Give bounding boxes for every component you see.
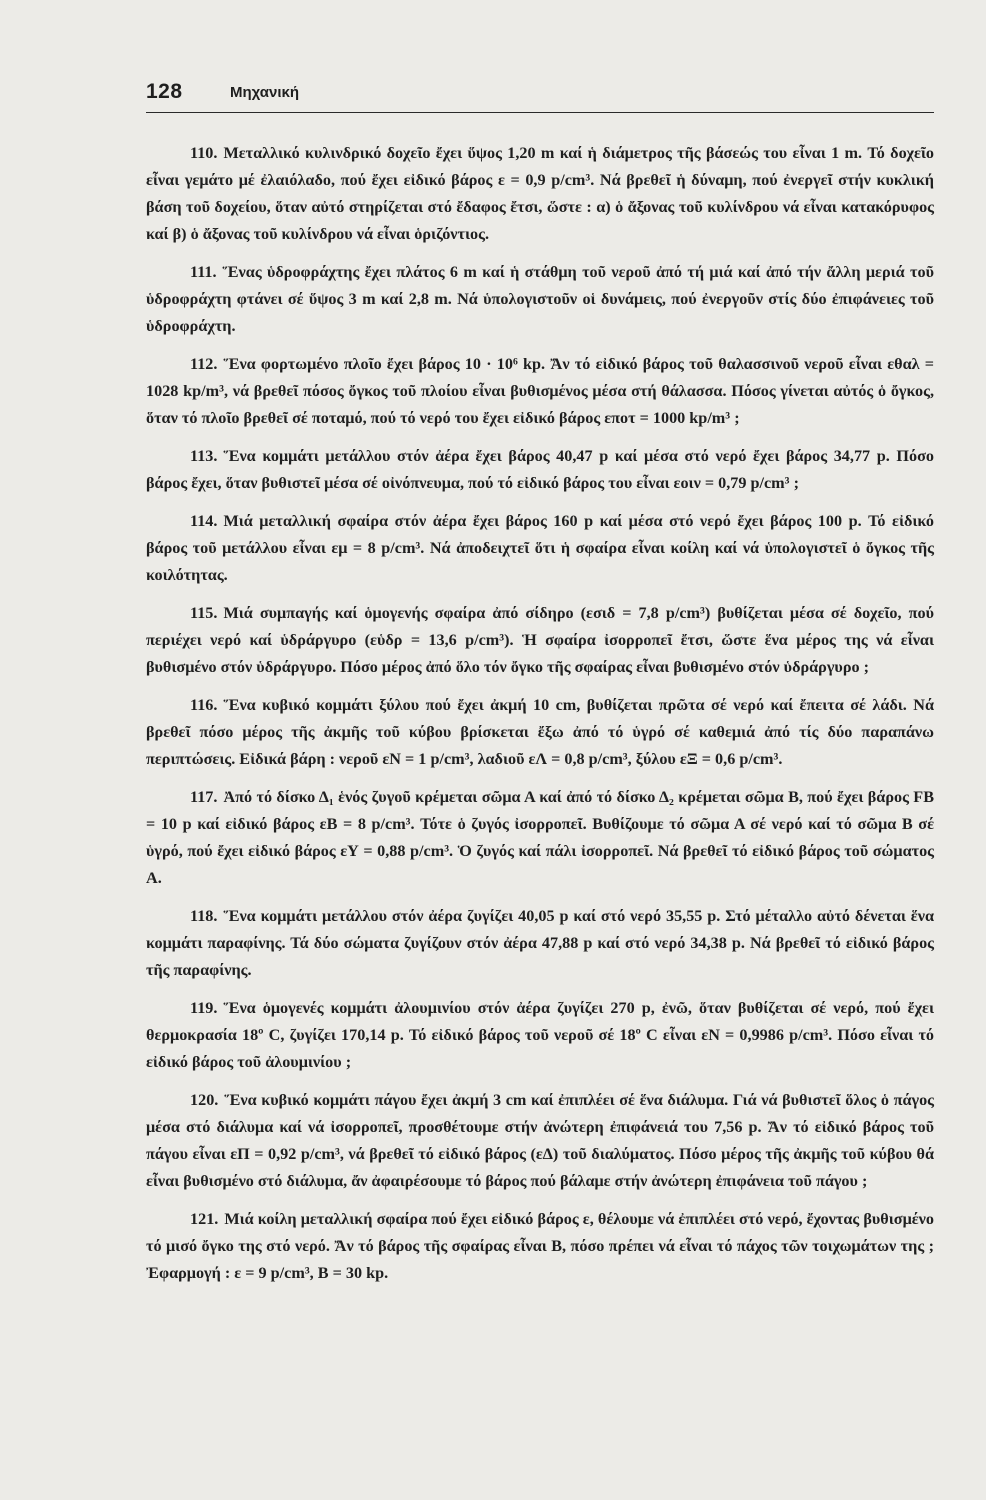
problem-number: 116. [190,696,218,714]
problem-list [146,140,934,1298]
section-title: Μηχανική [230,84,300,101]
problem-number: 120. [190,1091,219,1109]
problem-number: 110. [190,144,218,162]
problem-115 [146,600,934,681]
problem-116 [146,692,934,773]
problem-text: Ἕνα ὁμογενές κομμάτι ἀλουμινίου στόν ἀέρα ζυγίζει 270 p, ἐνῶ, ὅταν βυθίζεται σέ νερό, πού ἔχει θερμοκρασία 18º C, ζυγίζει 170,14 p. Τό εἰδικό βάρος τοῦ νεροῦ σέ 18º C εἶναι εΝ = 0,9986 p/cm³. Πόσο εἶναι τό εἰδικό βάρος τοῦ ἀλουμινίου ; [146,999,934,1071]
problem-120 [146,1087,934,1195]
problem-text: Μεταλλικό κυλινδρικό δοχεῖο ἔχει ὕψος 1,20 m καί ἡ διάμετρος τῆς βάσεώς του εἶναι 1 m. Τό δοχεῖο εἶναι γεμάτο μέ ἐλαιόλαδο, πού ἔχει εἰδικό βάρος ε = 0,9 p/cm³. Νά βρεθεῖ ἡ δύναμη, πού ἐνεργεῖ στήν κυκλική βάση τοῦ δοχείου, ὅταν αὐτό στηρίζεται στό ἔδαφος ἔτσι, ὥστε : α) ὁ ἄξονας τοῦ κυλίνδρου νά εἶναι κατακόρυφος καί β) ὁ ἄξονας τοῦ κυλίνδρου νά εἶναι ὁριζόντιος. [146,144,934,243]
problem-number: 119. [190,999,218,1017]
problem-text: Μιά συμπαγής καί ὁμογενής σφαίρα ἀπό σίδηρο (εσιδ = 7,8 p/cm³) βυθίζεται μέσα σέ δοχεῖο, πού περιέχει νερό καί ὑδράργυρο (εὑδρ = 13,6 p/cm³). Ἡ σφαίρα ἰσορροπεῖ ἔτσι, ὥστε ἕνα μέρος της νά εἶναι βυθισμένο στόν ὑδράργυρο. Πόσο μέρος ἀπό ὅλο τόν ὄγκο τῆς σφαίρας εἶναι βυθισμένο στόν ὑδράργυρο ; [146,604,934,676]
problem-number: 118. [190,907,218,925]
problem-number: 121. [190,1210,219,1228]
problem-number: 111. [190,263,217,281]
page-header [146,78,934,113]
problem-text: Μιά κοίλη μεταλλική σφαίρα πού ἔχει εἰδικό βάρος ε, θέλουμε νά ἐπιπλέει στό νερό, ἔχοντας βυθισμένο τό μισό ὄγκο της στό νερό. Ἄν τό βάρος τῆς σφαίρας εἶναι Β, πόσο πρέπει νά εἶναι τό πάχος τῶν τοιχωμάτων της ; Ἐφαρμογή : ε = 9 p/cm³, Β = 30 kp. [146,1210,934,1282]
page-number: 128 [146,80,183,103]
problem-number: 114. [190,512,218,530]
problem-118 [146,903,934,984]
problem-112 [146,351,934,432]
problem-113 [146,443,934,497]
problem-121 [146,1206,934,1287]
problem-number: 117. [190,788,218,806]
problem-text: Ἕνα κομμάτι μετάλλου στόν ἀέρα ζυγίζει 40,05 p καί στό νερό 35,55 p. Στό μέταλλο αὐτό δένεται ἕνα κομμάτι παραφίνης. Τά δύο σώματα ζυγίζουν στόν ἀέρα 47,88 p καί στό νερό 34,38 p. Νά βρεθεῖ τό εἰδικό βάρος τῆς παραφίνης. [146,907,934,979]
problem-110 [146,140,934,248]
problem-text: Μιά μεταλλική σφαίρα στόν ἀέρα ἔχει βάρος 160 p καί μέσα στό νερό ἔχει βάρος 100 p. Τό εἰδικό βάρος τοῦ μετάλλου εἶναι εμ = 8 p/cm³. Νά ἀποδειχτεῖ ὅτι ἡ σφαίρα εἶναι κοίλη καί νά ὑπολογιστεῖ ὁ ὄγκος τῆς κοιλότητας. [146,512,934,584]
problem-114 [146,508,934,589]
problem-text: Ἕνας ὑδροφράχτης ἔχει πλάτος 6 m καί ἡ στάθμη τοῦ νεροῦ ἀπό τή μιά καί ἀπό τήν ἄλλη μεριά τοῦ ὑδροφράχτη φτάνει σέ ὕψος 3 m καί 2,8 m. Νά ὑπολογιστοῦν οἱ δυνάμεις, πού ἐνεργοῦν στίς δύο ἐπιφάνειες τοῦ ὑδροφράχτη. [146,263,934,335]
problem-number: 113. [190,447,218,465]
problem-117 [146,784,934,892]
problem-number: 112. [190,355,218,373]
problem-119 [146,995,934,1076]
problem-text: Ἕνα φορτωμένο πλοῖο ἔχει βάρος 10 · 10⁶ kp. Ἄν τό εἰδικό βάρος τοῦ θαλασσινοῦ νεροῦ εἶναι εθαλ = 1028 kp/m³, νά βρεθεῖ πόσος ὄγκος τοῦ πλοίου εἶναι βυθισμένος μέσα στή θάλασσα. Πόσος γίνεται αὐτός ὁ ὄγκος, ὅταν τό πλοῖο βρεθεῖ σέ ποταμό, πού τό νερό του ἔχει εἰδικό βάρος εποτ = 1000 kp/m³ ; [146,355,934,427]
problem-text: Ἕνα κομμάτι μετάλλου στόν ἀέρα ἔχει βάρος 40,47 p καί μέσα στό νερό ἔχει βάρος 34,77 p. Πόσο βάρος ἔχει, ὅταν βυθιστεῖ μέσα σέ οἰνόπνευμα, πού τό εἰδικό βάρος του εἶναι εοιν = 0,79 p/cm³ ; [146,447,934,492]
problem-text: Ἕνα κυβικό κομμάτι πάγου ἔχει ἀκμή 3 cm καί ἐπιπλέει σέ ἕνα διάλυμα. Γιά νά βυθιστεῖ ὅλος ὁ πάγος μέσα στό διάλυμα καί νά ἰσορροπεῖ, προσθέτουμε στήν ἀνώτερη ἐπιφάνειά του 7,56 p. Ἄν τό εἰδικό βάρος τοῦ πάγου εἶναι εΠ = 0,92 p/cm³, νά βρεθεῖ τό εἰδικό βάρος (εΔ) τοῦ διαλύματος. Πόσο μέρος τῆς ἀκμῆς τοῦ κύβου θά εἶναι βυθισμένο στό διάλυμα, ἄν ἀφαιρέσουμε τό βάρος πού βάλαμε στήν ἀνώτερη ἐπιφάνεια τοῦ πάγου ; [146,1091,934,1190]
problem-text: Ἀπό τό δίσκο Δ₁ ἑνός ζυγοῦ κρέμεται σῶμα Α καί ἀπό τό δίσκο Δ₂ κρέμεται σῶμα Β, πού ἔχει βάρος FΒ = 10 p καί εἰδικό βάρος εΒ = 8 p/cm³. Τότε ὁ ζυγός ἰσορροπεῖ. Βυθίζουμε τό σῶμα Α σέ νερό καί τό σῶμα Β σέ ὑγρό, πού ἔχει εἰδικό βάρος εΥ = 0,88 p/cm³. Ὁ ζυγός καί πάλι ἰσορροπεῖ. Νά βρεθεῖ τό εἰδικό βάρος τοῦ σώματος Α. [146,788,934,887]
problem-text: Ἕνα κυβικό κομμάτι ξύλου πού ἔχει ἀκμή 10 cm, βυθίζεται πρῶτα σέ νερό καί ἔπειτα σέ λάδι. Νά βρεθεῖ πόσο μέρος τῆς ἀκμῆς τοῦ κύβου βρίσκεται ἔξω ἀπό τό ὑγρό σέ καθεμιά ἀπό τίς δύο παραπάνω περιπτώσεις. Εἰδικά βάρη : νεροῦ εΝ = 1 p/cm³, λαδιοῦ εΛ = 0,8 p/cm³, ξύλου εΞ = 0,6 p/cm³. [146,696,934,768]
problem-number: 115. [190,604,218,622]
problem-111 [146,259,934,340]
